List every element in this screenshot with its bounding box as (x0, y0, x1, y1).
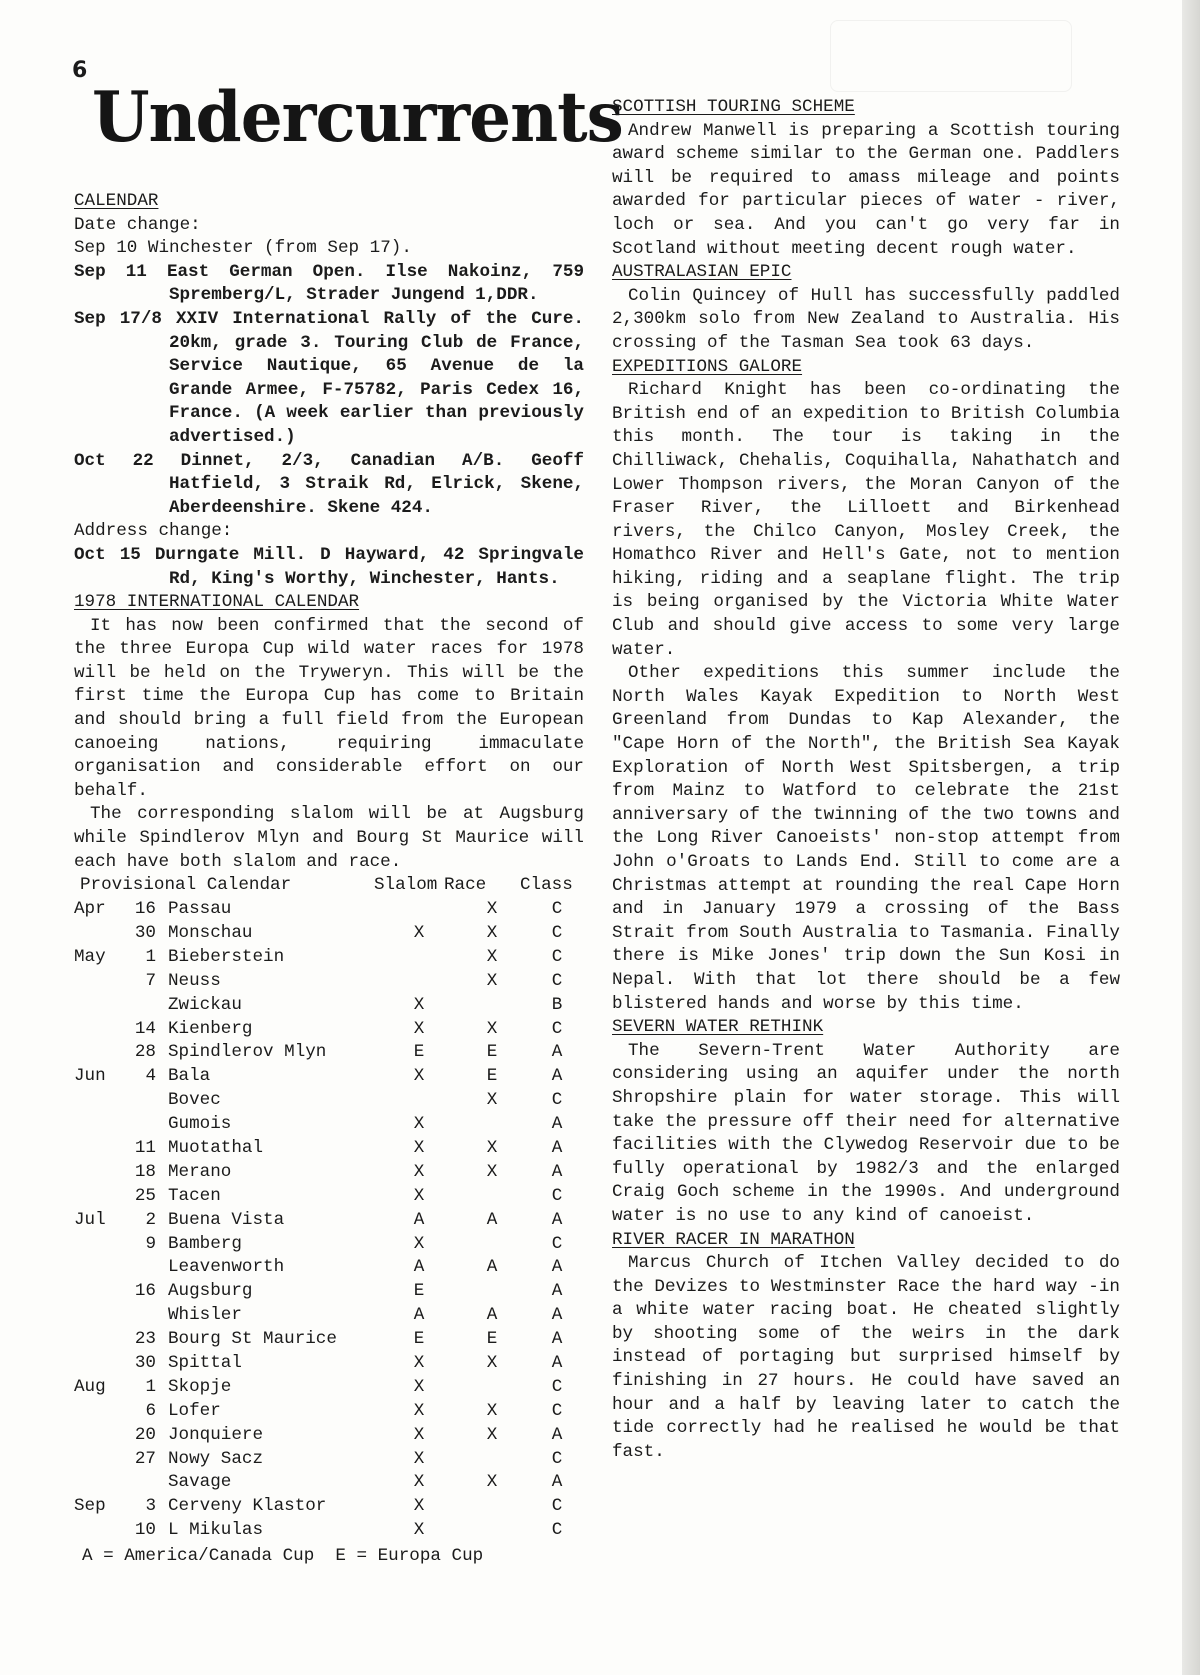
cell-day: 28 (134, 1042, 156, 1063)
table-row (74, 1208, 584, 1232)
article (612, 261, 1120, 355)
cell-place: Bala (168, 1066, 211, 1087)
cell-race: E (486, 1329, 498, 1350)
cell-race: X (486, 1353, 498, 1374)
table-row (74, 946, 584, 970)
table-row (74, 1041, 584, 1065)
cell-place: Cerveny Klastor (168, 1496, 327, 1517)
cell-class: A (551, 1329, 563, 1350)
cell-race: X (486, 1018, 498, 1039)
cell-day: 30 (134, 1353, 156, 1374)
cell-race: E (486, 1066, 498, 1087)
table-row (74, 1423, 584, 1447)
cell-place: Tacen (168, 1185, 221, 1206)
cell-place: Savage (168, 1472, 232, 1493)
cell-class: A (551, 1257, 563, 1278)
table-row (74, 1352, 584, 1376)
cell-class: A (551, 1066, 563, 1087)
cell-slalom: X (413, 1138, 425, 1159)
article-heading: SEVERN WATER RETHINK (612, 1017, 824, 1038)
article (612, 1016, 1120, 1228)
table-row (74, 993, 584, 1017)
table-row (74, 1185, 584, 1209)
cell-day: 11 (134, 1138, 156, 1159)
cell-class: A (551, 1424, 563, 1445)
left-column (74, 190, 584, 1568)
cell-place: Gumois (168, 1114, 232, 1135)
entry-date: Sep 11 (74, 261, 147, 282)
cell-place: Skopje (168, 1376, 232, 1397)
intl-calendar-text (74, 615, 584, 875)
address-change-label: Address change: (74, 521, 233, 542)
cell-slalom: X (413, 1376, 425, 1397)
entry-text: East German Open. Ilse Nakoinz, 759 Spremberg/L, Strader Jungend 1,DDR. (166, 261, 584, 306)
cell-month: Sep (74, 1496, 106, 1517)
table-row (74, 969, 584, 993)
address-entries (74, 544, 584, 591)
cell-race: X (486, 1424, 498, 1445)
cell-slalom: E (413, 1281, 425, 1302)
cell-race: X (486, 1138, 498, 1159)
article-heading: RIVER RACER IN MARATHON (612, 1229, 855, 1250)
table-row (74, 898, 584, 922)
cell-slalom: X (413, 1472, 425, 1493)
cell-day: 3 (145, 1496, 156, 1517)
article-paragraph: Richard Knight has been co-ordinating the British end of an expedition to British Columbia this month. The tour is taking in the Chilliwack, Chehalis, Coquihalla, Nahathatch and Lower Thompson rivers, the Moran Canyon of the Fraser River, the Lilloett and Birkenhead rivers, the Chilco Canyon, Mosley Creek, the Homathco River and Hell's Gate, not to mention hiking, riding and a seaplane flight. The trip is being organised by the Victoria White Water Club and should give access to some very large water. (612, 380, 1120, 660)
cell-slalom: X (413, 1114, 425, 1135)
cell-class: C (551, 923, 563, 943)
cell-day: 27 (134, 1448, 156, 1469)
cell-place: Muotathal (168, 1138, 264, 1159)
cell-class: C (551, 1376, 563, 1397)
table-row (74, 1400, 584, 1424)
cell-class: C (551, 1018, 563, 1039)
cell-class: C (551, 899, 563, 920)
cell-slalom: A (413, 1209, 425, 1230)
article-paragraph: Marcus Church of Itchen Valley decided to do the Devizes to Westminster Race the hard way -in a white water racing boat. He cheated slightly by shooting some of the weirs in the dark instead of portaging but surprised himself by finishing in 27 hours. He could have saved an hour and a half by leaving later to catch the tide correctly had he realised he would be that fast. (612, 1253, 1120, 1462)
cell-day: 1 (145, 946, 156, 967)
cell-race: X (486, 1161, 498, 1182)
cell-class: C (551, 1233, 563, 1254)
article-paragraph: Other expeditions this summer include the North Wales Kayak Expedition to North West Greenland from Dundas to Kap Alexander, the "Cape Horn of the North", the British Sea Kayak Exploration of North West Spitsbergen, a trip from Mainz to Watford to celebrate the 21st anniversary of the twinning of the two towns and the Long River Canoeists' non-stop attempt from John o'Groats to Lands End. Still to come are a Christmas attempt at rounding the real Cape Horn and in January 1979 a crossing of the Bass Strait from South Australia to Tasmania. Finally there is Mike Jones' trip down the Sun Kosi in Nepal. With that lot there should be a few blistered hands and worse by this time. (612, 663, 1120, 1014)
cell-class: B (551, 994, 563, 1015)
article-heading: EXPEDITIONS GALORE (612, 356, 803, 377)
cell-race: X (486, 1090, 498, 1111)
article-paragraph: Andrew Manwell is preparing a Scottish touring award scheme similar to the German one. Paddlers will be required to amass mileage and points awarded for particular pieces of water - river, loch or sea. And you can't go very far in Scotland without meeting decent rough water. (612, 120, 1120, 259)
cell-class: A (551, 1472, 563, 1493)
table-body (74, 898, 584, 1543)
header-class: Class (520, 875, 573, 896)
cell-place: Zwickau (168, 994, 242, 1015)
address-entry (74, 544, 584, 591)
cell-race: A (486, 1305, 498, 1326)
cell-slalom: X (413, 1520, 425, 1541)
article (612, 1229, 1120, 1465)
cell-class: A (551, 1209, 563, 1230)
cell-race: X (486, 1472, 498, 1493)
cell-slalom: A (413, 1257, 425, 1278)
table-legend: A = America/Canada Cup E = Europa Cup (82, 1545, 484, 1566)
cell-day: 1 (145, 1376, 156, 1397)
calendar-entry (74, 261, 584, 308)
cell-month: Aug (74, 1376, 106, 1397)
table-row (74, 1089, 584, 1113)
masthead: Undercurrents (92, 76, 623, 158)
cell-class: A (551, 1305, 563, 1326)
right-column (612, 96, 1120, 1464)
cell-place: Bovec (168, 1090, 221, 1111)
table-row (74, 1376, 584, 1400)
cell-place: Nowy Sacz (168, 1448, 264, 1469)
table-row (74, 1065, 584, 1089)
cell-place: Whisler (168, 1305, 242, 1326)
cell-class: A (551, 1114, 563, 1135)
article-heading: SCOTTISH TOURING SCHEME (612, 97, 855, 117)
calendar-heading: CALENDAR (74, 191, 159, 211)
cell-slalom: X (413, 994, 425, 1015)
intl-calendar-heading: 1978 INTERNATIONAL CALENDAR (74, 592, 360, 613)
cell-race: A (486, 1257, 498, 1278)
cell-class: A (551, 1161, 563, 1182)
cell-day: 16 (134, 899, 156, 920)
cell-class: A (551, 1281, 563, 1302)
table-row (74, 1280, 584, 1304)
cell-slalom: X (413, 1233, 425, 1254)
table-row (74, 922, 584, 946)
entry-text: XXIV International Rally of the Cure. 20km, grade 3. Touring Club de France, Service Nautique, 65 Avenue de la Grande Armee, F-75782, Paris Cedex 16, France. (A week earlier than previously advertised.) (169, 308, 584, 447)
table-row (74, 1495, 584, 1519)
cell-day: 9 (145, 1233, 156, 1254)
intl-paragraph: The corresponding slalom will be at Augsburg while Spindlerov Mlyn and Bourg St Maurice will each have both slalom and race. (74, 804, 584, 872)
cell-race: X (486, 970, 498, 991)
table-row (74, 1471, 584, 1495)
cell-place: Neuss (168, 970, 221, 991)
article-heading: AUSTRALASIAN EPIC (612, 262, 792, 283)
cell-slalom: X (413, 1353, 425, 1374)
cell-place: Jonquiere (168, 1424, 264, 1445)
cell-slalom: X (413, 1018, 425, 1039)
cell-month: Jul (74, 1209, 106, 1230)
cell-race: X (486, 946, 498, 967)
page-number: 6 (72, 58, 88, 83)
cell-day: 23 (134, 1329, 156, 1350)
cell-class: C (551, 1090, 563, 1111)
entry-date: Sep 10 (74, 238, 138, 259)
table-row (74, 1161, 584, 1185)
table-header (74, 874, 584, 898)
entry-date: Sep 17/8 (74, 308, 162, 329)
calendar-entry (74, 308, 584, 450)
header-provisional-calendar: Provisional Calendar (80, 875, 292, 896)
cell-class: C (551, 1400, 563, 1421)
entry-text: Durngate Mill. D Hayward, 42 Springvale Rd, King's Worthy, Winchester, Hants. (154, 544, 584, 589)
cell-class: A (551, 1138, 563, 1159)
cell-place: Kienberg (168, 1018, 253, 1039)
entry-text: Winchester (from Sep 17). (147, 238, 412, 259)
cell-slalom: X (413, 923, 425, 943)
article (612, 356, 1120, 1017)
cell-class: C (551, 970, 563, 991)
cell-day: 20 (134, 1424, 156, 1445)
cell-slalom: X (413, 1448, 425, 1469)
cell-day: 2 (145, 1209, 156, 1230)
cell-race: A (486, 1209, 498, 1230)
calendar-entry (74, 450, 584, 521)
cell-class: C (551, 1520, 563, 1541)
cell-month: Jun (74, 1066, 106, 1087)
cell-day: 25 (134, 1185, 156, 1206)
cell-class: C (551, 946, 563, 967)
entry-text: Dinnet, 2/3, Canadian A/B. Geoff Hatfield, 3 Straik Rd, Elrick, Skene, Aberdeenshire. Skene 424. (169, 450, 584, 518)
cell-place: Monschau (168, 923, 253, 943)
cell-slalom: E (413, 1042, 425, 1063)
cell-place: Spittal (168, 1353, 242, 1374)
cell-place: Bamberg (168, 1233, 242, 1254)
cell-class: C (551, 1448, 563, 1469)
cell-race: X (486, 923, 498, 943)
table-row (74, 1113, 584, 1137)
table-row (74, 1304, 584, 1328)
table-row (74, 1519, 584, 1543)
table-row (74, 1328, 584, 1352)
cell-day: 10 (134, 1520, 156, 1541)
page-edge (1182, 0, 1200, 1675)
header-slalom: Slalom (374, 875, 438, 896)
cell-slalom: X (413, 1161, 425, 1182)
cell-class: A (551, 1353, 563, 1374)
cell-place: Buena Vista (168, 1209, 285, 1230)
cell-place: Spindlerov Mlyn (168, 1042, 327, 1063)
calendar-entries (74, 237, 584, 520)
table-row (74, 1137, 584, 1161)
cell-slalom: E (413, 1329, 425, 1350)
header-race: Race (444, 875, 487, 896)
cell-day: 6 (145, 1400, 156, 1421)
cell-race: X (486, 1400, 498, 1421)
cell-class: C (551, 1185, 563, 1206)
cell-slalom: X (413, 1185, 425, 1206)
cell-class: A (551, 1042, 563, 1063)
cell-slalom: X (413, 1496, 425, 1517)
cell-month: Apr (74, 899, 106, 920)
entry-date: Oct 15 (74, 544, 141, 565)
cell-class: C (551, 1496, 563, 1517)
cell-place: Augsburg (168, 1281, 253, 1302)
cell-day: 16 (134, 1281, 156, 1302)
cell-place: L Mikulas (168, 1520, 264, 1541)
table-row (74, 1256, 584, 1280)
intl-paragraph: It has now been confirmed that the second of the three Europa Cup wild water races for 1978 will be held on the Tryweryn. This will be the first time the Europa Cup has come to Britain and should bring a full field from the European canoeing nations, requiring immaculate organisation and considerable effort on our behalf. (74, 615, 584, 801)
cell-race: X (486, 899, 498, 920)
date-change-label: Date change: (74, 214, 201, 235)
cell-day: 4 (145, 1066, 156, 1087)
entry-date: Oct 22 (74, 450, 154, 471)
article-paragraph: The Severn-Trent Water Authority are considering using an aquifer under the north Shropshire plain for water storage. This will take the pressure off their need for alternative facilities with the Clywedog Reservoir due to be fully operational by 1982/3 and the enlarged Craig Goch scheme in the 1990s. And underground water is no use to any kind of canoeist. (612, 1040, 1120, 1226)
background-logo-ghost (830, 20, 1072, 92)
cell-slalom: A (413, 1305, 425, 1326)
cell-day: 14 (134, 1018, 156, 1039)
cell-day: 7 (145, 970, 156, 991)
cell-slalom: X (413, 1400, 425, 1421)
cell-place: Leavenworth (168, 1257, 285, 1278)
table-row (74, 1447, 584, 1471)
cell-place: Lofer (168, 1400, 221, 1421)
table-row (74, 1017, 584, 1041)
cell-day: 18 (134, 1161, 156, 1182)
provisional-calendar-table (74, 874, 584, 1568)
article (612, 96, 1120, 261)
cell-month: May (74, 946, 106, 967)
cell-place: Bourg St Maurice (168, 1329, 337, 1350)
cell-place: Passau (168, 899, 232, 920)
cell-slalom: X (413, 1066, 425, 1087)
cell-place: Bieberstein (168, 946, 285, 967)
table-row (74, 1232, 584, 1256)
cell-day: 30 (134, 923, 156, 943)
cell-slalom: X (413, 1424, 425, 1445)
article-paragraph: Colin Quincey of Hull has successfully paddled 2,300km solo from New Zealand to Australia. His crossing of the Tasman Sea took 63 days. (612, 285, 1120, 353)
cell-place: Merano (168, 1161, 232, 1182)
calendar-entry (74, 237, 584, 261)
cell-race: E (486, 1042, 498, 1063)
